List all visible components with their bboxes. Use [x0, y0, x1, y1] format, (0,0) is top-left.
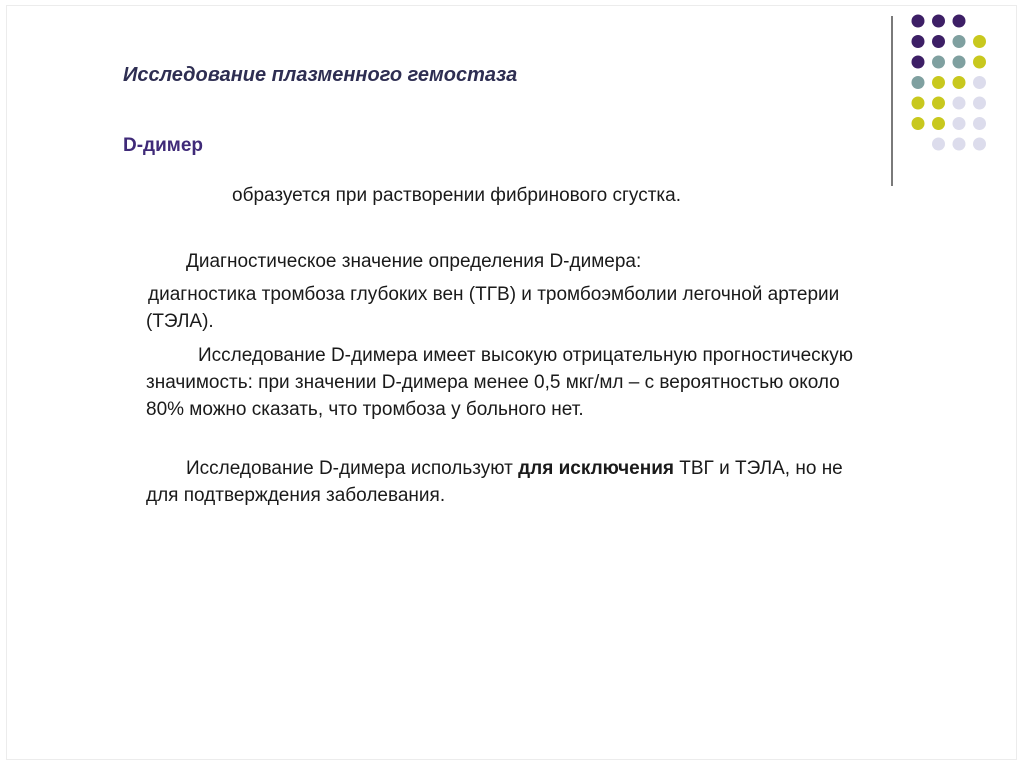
decorative-dot [932, 35, 945, 48]
decorative-dot [912, 15, 925, 28]
decorative-dot [912, 117, 925, 130]
decorative-dot [973, 138, 986, 151]
decorative-dot [953, 56, 966, 69]
decorative-dot [953, 15, 966, 28]
decorative-dot [953, 138, 966, 151]
prognostic-paragraph [146, 342, 866, 423]
diagnostic-heading-text: Диагностическое значение определения D-димера: [186, 251, 642, 272]
prognostic-paragraph-text: Исследование D-димера имеет высокую отрицательную прогностическую значимость: при значении D-димера менее 0,5 мкг/мл – с вероятностью около 80% можно сказать, что тромбоза у больного нет. [146, 345, 853, 420]
decorative-dot [932, 15, 945, 28]
decorative-divider-line [891, 16, 893, 186]
decorative-dot [973, 97, 986, 110]
decorative-dot [912, 35, 925, 48]
decorative-dot [932, 97, 945, 110]
decorative-dot [953, 117, 966, 130]
decorative-dot [912, 56, 925, 69]
exclusion-text-before: Исследование D-димера используют [186, 458, 513, 479]
exclusion-paragraph [146, 455, 866, 509]
definition-text: образуется при растворении фибринового сгустка. [232, 185, 681, 206]
decorative-dot [912, 76, 925, 89]
decorative-dot [932, 138, 945, 151]
decorative-dot-grid [0, 0, 1024, 200]
decorative-dot [953, 35, 966, 48]
decorative-dot [953, 76, 966, 89]
decorative-dot [973, 35, 986, 48]
diagnostic-paragraph [146, 281, 846, 335]
slide-subtitle: D-димер [123, 135, 204, 156]
diagnostic-paragraph-text: диагностика тромбоза глубоких вен (ТГВ) и тромбоэмболии легочной артерии (ТЭЛА). [146, 284, 840, 332]
decorative-dot [973, 117, 986, 130]
exclusion-text-after: ТВГ и ТЭЛА, но не для подтверждения заболевания. [146, 458, 843, 506]
decorative-dot [912, 97, 925, 110]
slide-title: Исследование плазменного гемостаза [123, 64, 518, 86]
decorative-dot [973, 56, 986, 69]
decorative-dot [932, 56, 945, 69]
exclusion-text-bold: для исключения [518, 458, 674, 479]
decorative-dot [973, 76, 986, 89]
decorative-dot [932, 76, 945, 89]
decorative-dot [953, 97, 966, 110]
decorative-dot [932, 117, 945, 130]
